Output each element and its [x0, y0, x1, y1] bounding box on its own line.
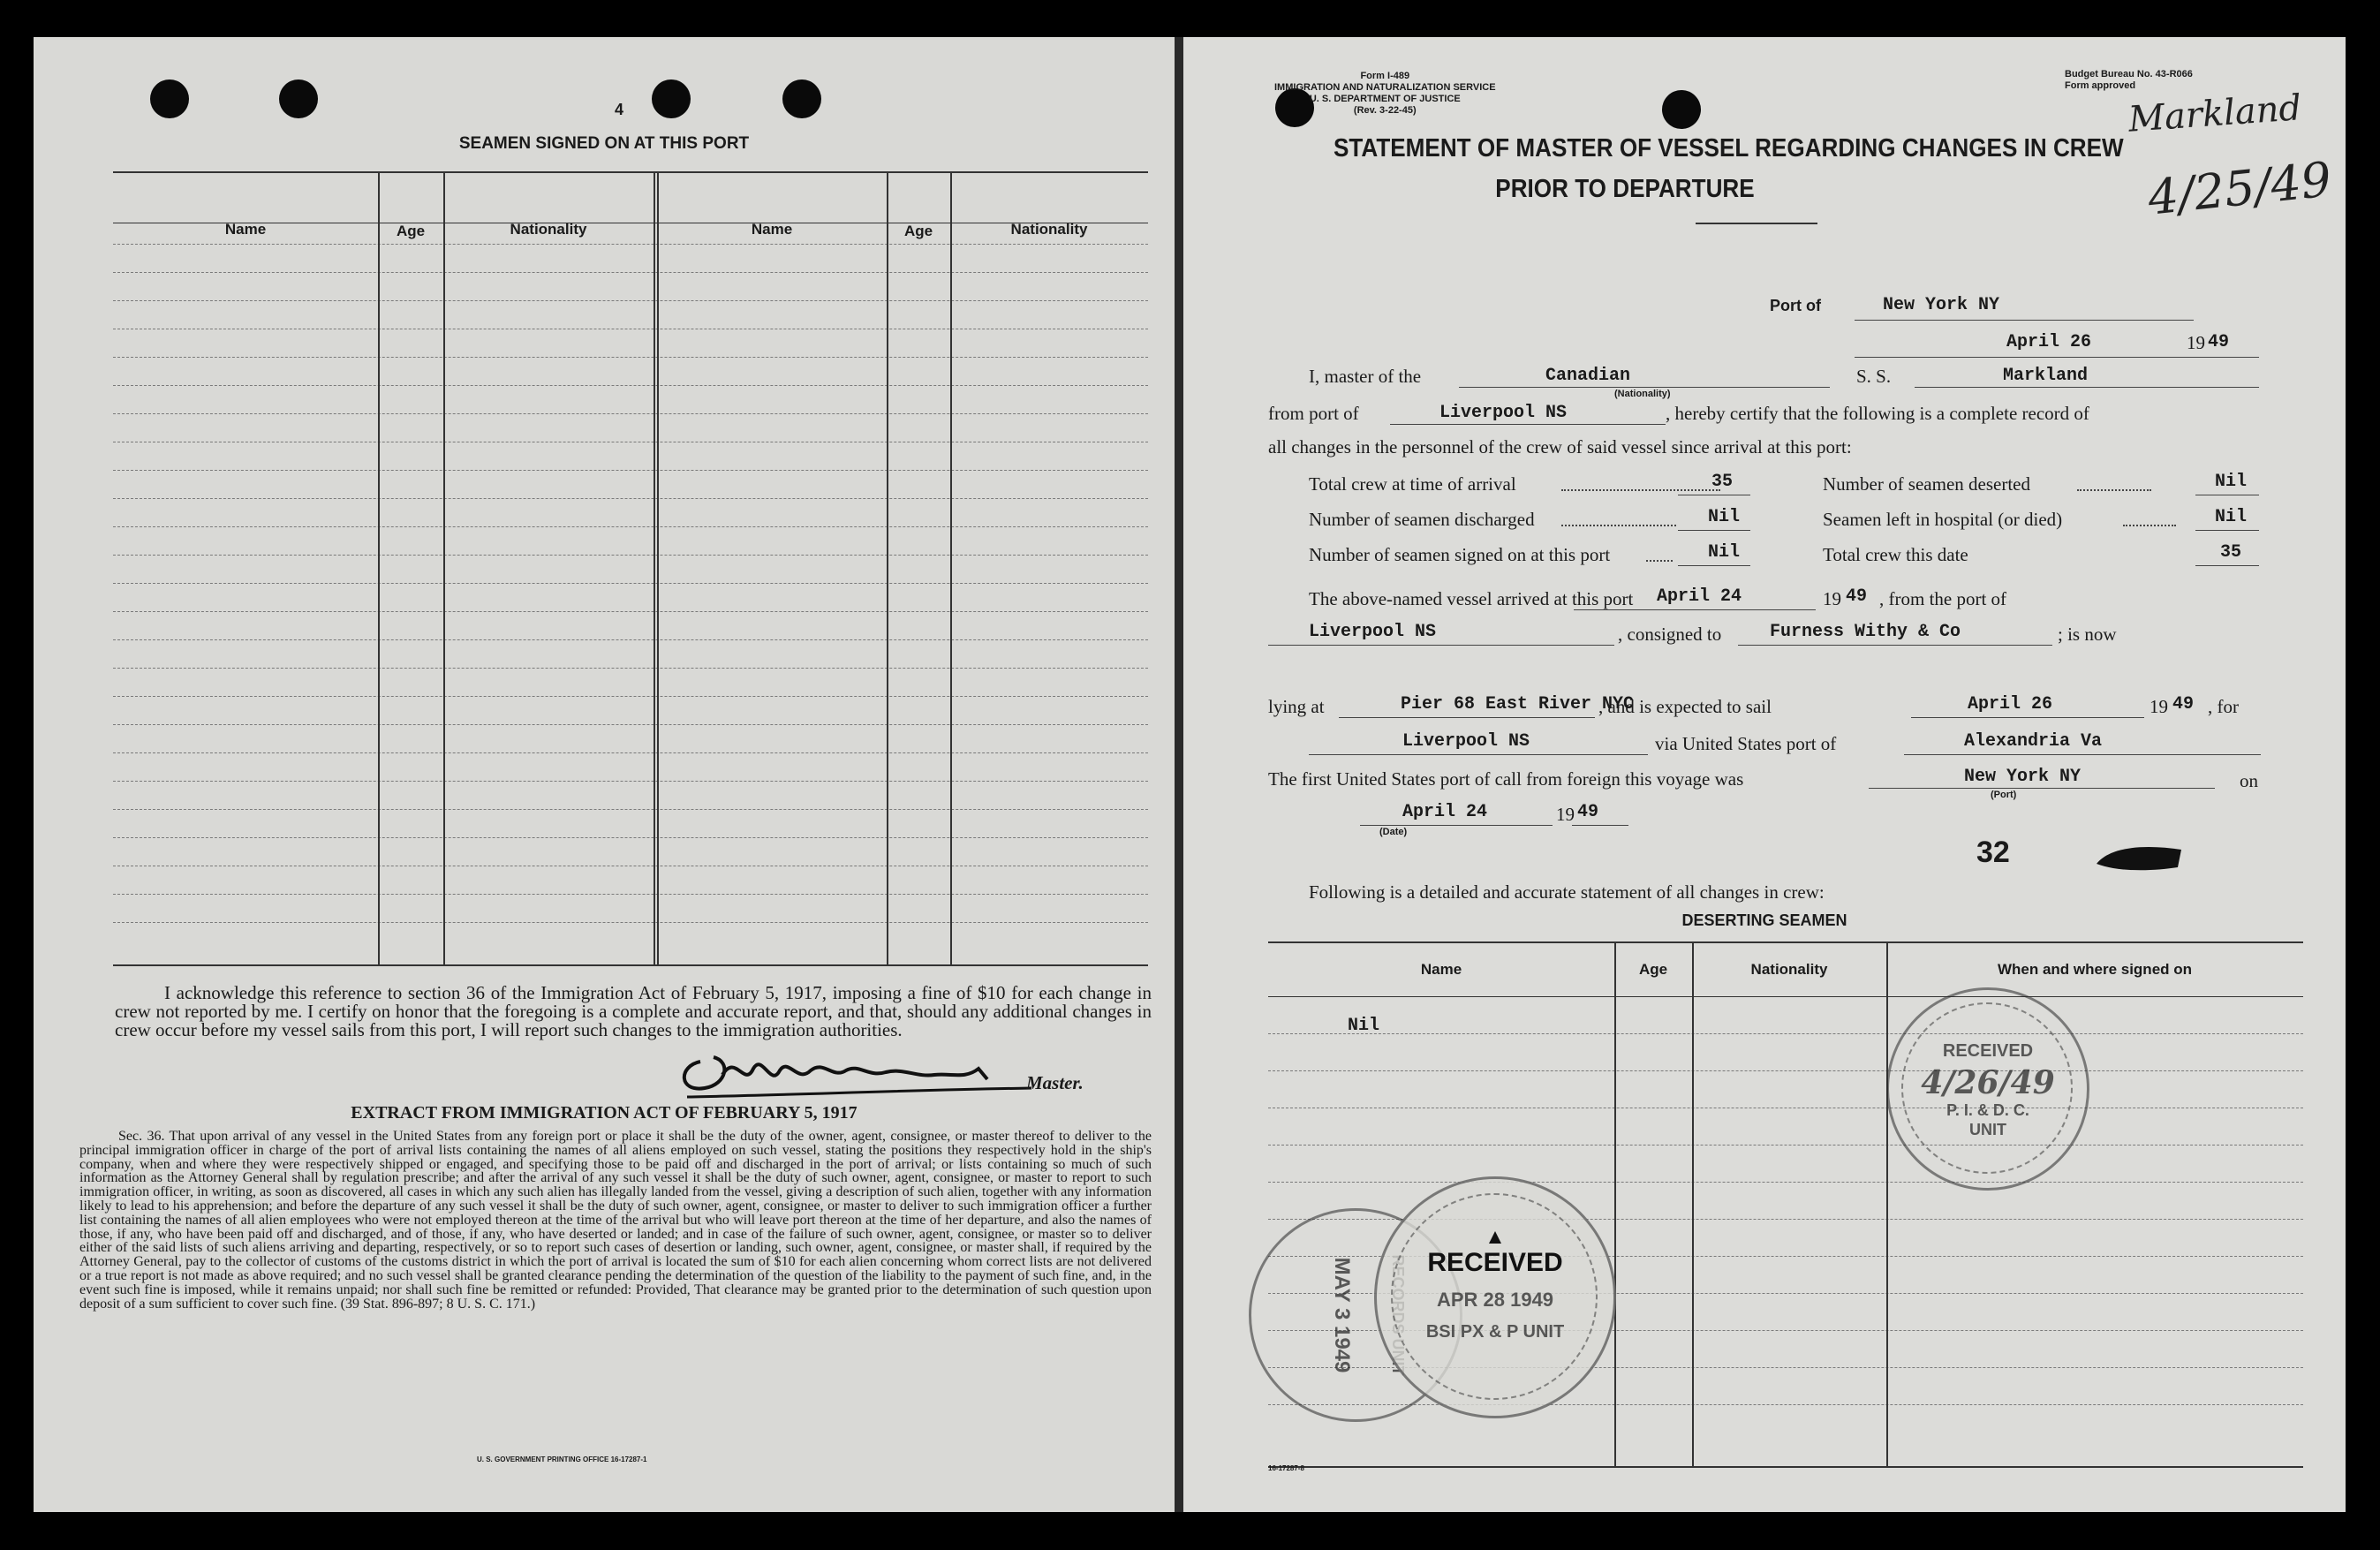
- punch-hole: [150, 79, 189, 118]
- master-signature: [652, 1026, 1067, 1106]
- ss-label: S. S.: [1856, 366, 1892, 387]
- redaction-mark: [2093, 841, 2190, 876]
- desert-col-name: Name: [1420, 961, 1462, 978]
- year-value: 49: [2208, 332, 2230, 352]
- col-name: Name: [224, 221, 267, 238]
- first-date: April 24: [1402, 802, 1488, 822]
- master-of-label: I, master of the: [1309, 366, 1422, 387]
- consignee: Furness Withy & Co: [1770, 622, 1961, 642]
- col-nationality-2: Nationality: [1010, 221, 1088, 238]
- port-caption: (Port): [1991, 790, 2017, 800]
- lying-at-label: lying at: [1268, 696, 1325, 717]
- expected-label: , and is expected to sail: [1598, 696, 1772, 717]
- port-label: Port of: [1770, 297, 1821, 314]
- signed-on-table: [113, 171, 1148, 966]
- stat-total-arrival-value: 35: [1711, 472, 1734, 492]
- deserting-title: DESERTING SEAMEN: [1681, 911, 1847, 929]
- deserting-entry: Nil: [1348, 1016, 1380, 1036]
- punch-hole: [782, 79, 821, 118]
- master-label: Master.: [1026, 1072, 1084, 1093]
- col-age-2: Age: [903, 223, 933, 239]
- col-name-2: Name: [751, 221, 793, 238]
- extract-title: EXTRACT FROM IMMIGRATION ACT OF FEBRUARY 5, 1917: [351, 1103, 858, 1123]
- left-page: [34, 37, 1175, 1512]
- sail-year-prefix: 19: [2150, 696, 2168, 717]
- stat-deserted-value: Nil: [2215, 472, 2248, 492]
- stat-discharged-value: Nil: [1708, 507, 1741, 527]
- desert-col-age: Age: [1638, 961, 1668, 978]
- handwritten-date: 4/25/49: [2145, 151, 2334, 226]
- for-label: , for: [2208, 696, 2239, 717]
- printing-office: U. S. GOVERNMENT PRINTING OFFICE 16-17287-1: [477, 1455, 647, 1463]
- section-title: SEAMEN SIGNED ON AT THIS PORT: [458, 134, 750, 153]
- extract-text: Sec. 36. That upon arrival of any vessel in the United States from any foreign port or place it shall be the duty of the owner, agent, consignee, or master thereof to deliver to the principal immigration officer in charge of the port of arrival lists containing the names of all aliens employed on such vessel, stating the positions they respectively hold in the ship's company, when and where they were respectively shipped or engaged, and specifying those to be paid off and discharged in the port of arrival; or lists containing so much of such information as the Attorney General shall by regulation prescribe; and after the arrival of any such vessel it shall be the duty of such owner, agent, consignee, or master to report to such immigration officer, in writing, as soon as discovered, all cases in which any such alien has illegally landed from the vessel, giving a description of such alien, together with any information likely to lead to his apprehension; and before the departure of any such vessel it shall be the duty of such owner, agent, consignee, or master to deliver to such immigration officer a further list containing the names of all alien employees who were not employed thereon at the time of the arrival but who will leave port thereon at the time of her departure, and also the names of those, if any, who have been paid off and discharged, and of those, if any, who have deserted or landed; and in case of the failure of such owner, agent, consignee, or master so to deliver either of the said lists of such aliens arriving and departing, respectively, or so to report such cases of desertion or landing, such owner, agent, consignee, or master shall, if required by the Attorney General, pay to the collector of customs of the customs district in which the port of arrival is located the sum of $10 for each alien concerning whom correct lists are not delivered or a true report is not made as above required; and no such vessel shall be granted clearance pending the determination of the question of the liability to the payment of such fine, and, in the event such fine is imposed, while it remains unpaid; nor shall such fine be remitted or refunded: Provided, That clearance may be granted prior to the determination of such question upon deposit of a sum sufficient to cover such fine. (39 Stat. 896-897; 8 U. S. C. 171.): [79, 1129, 1152, 1312]
- budget-bureau: Budget Bureau No. 43-R066 Form approved: [2065, 69, 2193, 91]
- arrived-from: Liverpool NS: [1309, 622, 1437, 642]
- nationality-caption: (Nationality): [1614, 389, 1671, 399]
- punch-hole: [279, 79, 318, 118]
- destination: Liverpool NS: [1402, 731, 1530, 752]
- from-port-label: from port of: [1268, 403, 1359, 424]
- arrived-year: 49: [1846, 586, 1868, 607]
- page-gutter: [1175, 37, 1183, 1512]
- col-nationality: Nationality: [510, 221, 587, 238]
- first-year: 49: [1577, 802, 1599, 822]
- first-year-prefix: 19: [1556, 804, 1575, 825]
- stat-total-arrival-label: Total crew at time of arrival: [1309, 473, 1516, 495]
- form-subtitle: PRIOR TO DEPARTURE: [1495, 175, 1755, 203]
- stat-deserted-label: Number of seamen deserted: [1823, 473, 2030, 495]
- records-unit-stamp: MAY 3 1949: [1249, 1208, 1462, 1422]
- stat-discharged-label: Number of seamen discharged: [1309, 509, 1535, 530]
- via-port: Alexandria Va: [1964, 731, 2103, 752]
- year-prefix: 19: [2187, 332, 2205, 353]
- on-label: on: [2240, 770, 2258, 791]
- received-stamp-bsi: ▲ RECEIVED APR 28 1949 BSI PX & P UNIT: [1374, 1176, 1616, 1418]
- date-caption: (Date): [1379, 827, 1408, 837]
- punch-hole: [652, 79, 691, 118]
- from-the-port-label: , from the port of: [1879, 588, 2007, 609]
- desert-col-signed-on: When and where signed on: [1997, 961, 2193, 978]
- port-value: New York NY: [1883, 295, 2000, 315]
- stamped-number: 32: [1976, 835, 2010, 869]
- vessel-value: Markland: [2003, 366, 2089, 386]
- is-now-label: ; is now: [2058, 624, 2117, 645]
- sail-date: April 26: [1968, 694, 2053, 715]
- stat-total-date-label: Total crew this date: [1823, 544, 1968, 565]
- from-port-value: Liverpool NS: [1439, 403, 1568, 423]
- stat-signed-on-value: Nil: [1708, 542, 1741, 563]
- certify-text-2: all changes in the personnel of the crew of said vessel since arrival at this port:: [1268, 436, 1852, 457]
- first-port: New York NY: [1964, 767, 2082, 787]
- sail-year: 49: [2172, 694, 2195, 715]
- form-code: 16-17287-8: [1268, 1464, 1304, 1472]
- consigned-label: , consigned to: [1618, 624, 1722, 645]
- arrived-date: April 24: [1657, 586, 1742, 607]
- following-text: Following is a detailed and accurate statement of all changes in crew:: [1309, 881, 1825, 903]
- received-stamp-pidc: RECEIVED 4/26/49 P. I. & D. C. UNIT: [1886, 987, 2089, 1191]
- page-number: 4: [615, 101, 624, 118]
- arrived-year-prefix: 19: [1823, 588, 1841, 609]
- right-page: [1183, 37, 2346, 1512]
- arrived-label: The above-named vessel arrived at this port: [1309, 588, 1634, 609]
- lying-at-value: Pier 68 East River NYC: [1401, 694, 1635, 715]
- date-value: April 26: [2006, 332, 2092, 352]
- handwritten-vessel: Markland: [2127, 87, 2303, 140]
- stat-total-date-value: 35: [2220, 542, 2242, 563]
- acknowledgement-text: I acknowledge this reference to section 36 of the Immigration Act of February 5, 1917, imposing a fine of $10 for each change in crew not reported by me. I certify on honor that the foregoing is a complete and accurate report, and that, should any additional changes in crew occur before my vessel sails from this port, I will report such changes to the immigration authorities.: [115, 982, 1152, 1040]
- certify-text: , hereby certify that the following is a complete record of: [1666, 403, 2089, 424]
- via-label: via United States port of: [1655, 733, 1837, 754]
- first-port-label: The first United States port of call from foreign this voyage was: [1268, 768, 1744, 790]
- nationality-value: Canadian: [1545, 366, 1631, 386]
- col-age: Age: [396, 223, 426, 239]
- stat-signed-on-label: Number of seamen signed on at this port: [1309, 544, 1611, 565]
- form-title: STATEMENT OF MASTER OF VESSEL REGARDING CHANGES IN CREW: [1334, 134, 2124, 163]
- form-header: Form I-489 IMMIGRATION AND NATURALIZATION SERVICE U. S. DEPARTMENT OF JUSTICE (Rev. 3-22-45): [1274, 71, 1496, 116]
- stat-hospital-label: Seamen left in hospital (or died): [1823, 509, 2063, 530]
- stat-hospital-value: Nil: [2215, 507, 2248, 527]
- desert-col-nationality: Nationality: [1750, 961, 1828, 978]
- punch-hole: [1662, 90, 1701, 129]
